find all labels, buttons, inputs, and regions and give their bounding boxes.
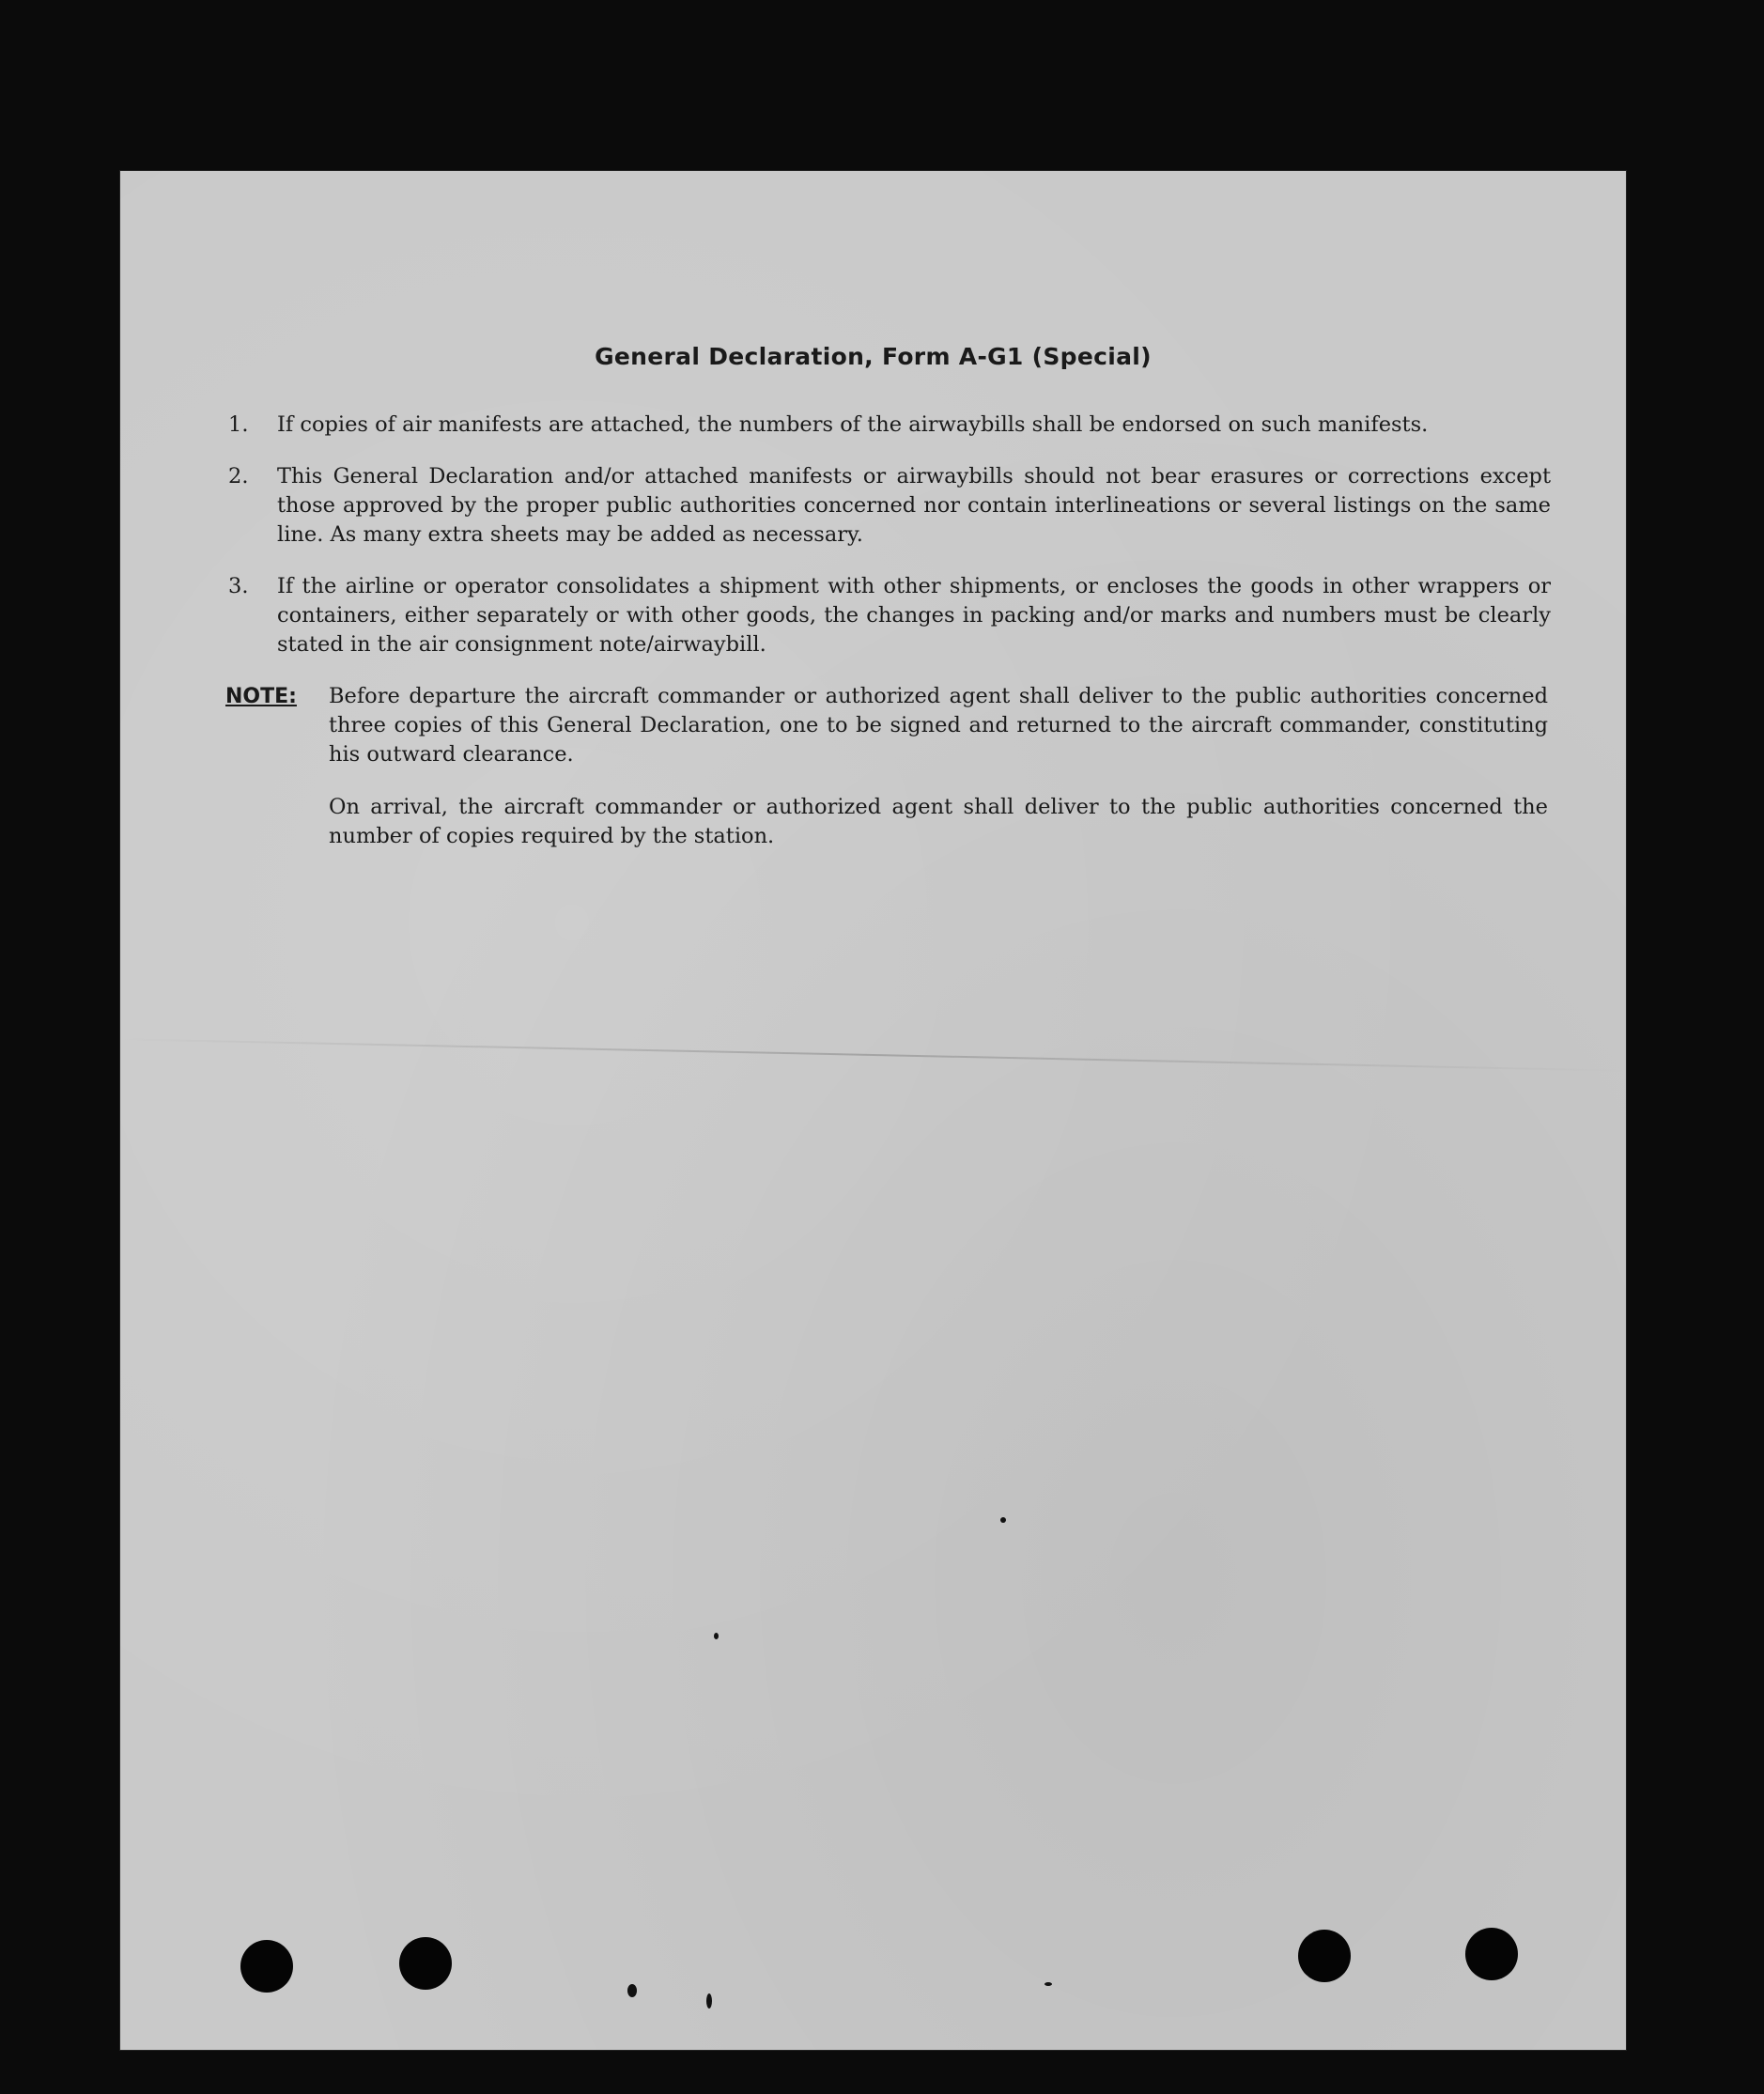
item-text: This General Declaration and/or attached manifests or airwaybills should not bear erasures or corrections except those approved by the proper public authorities concerned nor contain interlineations or several listings on the same line. As many extra sheets may be added as necessary. [277,464,1551,547]
punch-hole [240,1940,293,1993]
punch-hole [1465,1928,1518,1980]
dust-speck [706,1993,712,2009]
note-paragraph-departure: Before departure the aircraft commander or authorized agent shall deliver to the public authorities concerned three copies of this General Declaration, one to be signed and returned to the aircraft commander, constituting his outward clearance. [329,684,1548,767]
note-paragraph-arrival: On arrival, the aircraft commander or authorized agent shall deliver to the public authorities concerned the number of copies required by the station. [329,795,1548,848]
instruction-item [225,462,1672,550]
document-title: General Declaration, Form A-G1 (Special) [595,343,1152,370]
instruction-list [225,411,1672,851]
dust-speck [627,1984,637,1997]
dust-speck [1000,1517,1006,1523]
dust-speck [1044,1982,1052,1986]
note-label: NOTE: [225,685,297,708]
note-body [329,682,1548,851]
punch-hole [1298,1930,1351,1982]
item-text: If the airline or operator consolidates a shipment with other shipments, or encloses the goods in other wrappers or containers, either separately or with other goods, the changes in packing and/or marks and numbers must be clearly stated in the air consignment note/airwaybill. [277,574,1551,657]
note-section [225,682,1672,851]
document-page [120,171,1626,2050]
item-number: 2. [228,464,249,489]
item-number: 3. [228,574,249,598]
item-number: 1. [228,412,249,437]
dust-speck [714,1633,719,1639]
instruction-item [225,411,1672,440]
punch-hole [399,1937,452,1990]
paper-fold-line [120,1038,1626,1072]
instruction-item [225,572,1672,659]
item-text: If copies of air manifests are attached, the numbers of the airwaybills shall be endorsed on such manifests. [277,412,1429,437]
